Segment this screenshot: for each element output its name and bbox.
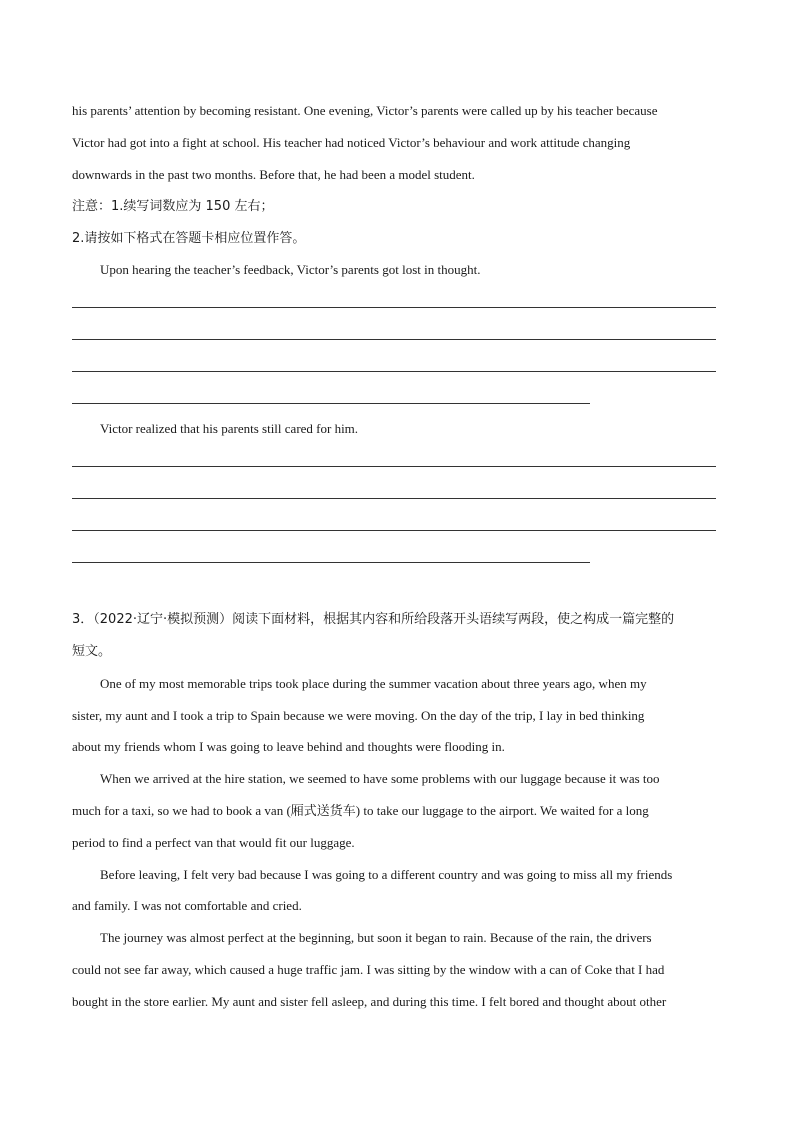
answer-line [72, 371, 716, 372]
paragraph-prompt-2: Victor realized that his parents still cared for him. [100, 421, 359, 436]
passage-p3-line-1: Before leaving, I felt very bad because I was going to a different country and was going to miss all my friends [100, 867, 673, 882]
intro-line-1: his parents’ attention by becoming resistant. One evening, Victor’s parents were called up by his teacher because [72, 103, 658, 118]
passage-p1-line-1: One of my most memorable trips took place during the summer vacation about three years ago, when my [100, 676, 647, 691]
answer-line [72, 466, 716, 467]
passage-p2-line-2: much for a taxi, so we had to book a van (厢式送货车) to take our luggage to the airport. We waited for a long [72, 803, 649, 818]
answer-line [72, 339, 716, 340]
answer-line [72, 562, 590, 563]
passage-p4-line-2: could not see far away, which caused a huge traffic jam. I was sitting by the window with a can of Coke that I had [72, 962, 665, 977]
answer-line [72, 307, 716, 308]
passage-p1-line-3: about my friends whom I was going to leave behind and thoughts were flooding in. [72, 739, 505, 754]
answer-line [72, 498, 716, 499]
passage-p2-line-1: When we arrived at the hire station, we seemed to have some problems with our luggage because it was too [100, 771, 660, 786]
answer-line [72, 530, 716, 531]
note-format: 2.请按如下格式在答题卡相应位置作答。 [72, 231, 306, 246]
passage-p2-line-3: period to find a perfect van that would fit our luggage. [72, 835, 355, 850]
paragraph-prompt-1: Upon hearing the teacher’s feedback, Victor’s parents got lost in thought. [100, 262, 481, 277]
passage-p4-line-1: The journey was almost perfect at the beginning, but soon it began to rain. Because of the rain, the drivers [100, 930, 652, 945]
note-word-count: 注意：1.续写词数应为 150 左右； [72, 199, 274, 214]
question-3-header: 3．（2022·辽宁·模拟预测）阅读下面材料，根据其内容和所给段落开头语续写两段，使之构成一篇完整的 [72, 612, 675, 627]
intro-line-3: downwards in the past two months. Before that, he had been a model student. [72, 167, 475, 182]
question-3-header-cont: 短文。 [72, 644, 112, 659]
passage-p1-line-2: sister, my aunt and I took a trip to Spain because we were moving. On the day of the trip, I lay in bed thinking [72, 708, 645, 723]
passage-p4-line-3: bought in the store earlier. My aunt and sister fell asleep, and during this time. I felt bored and thought about other [72, 994, 667, 1009]
intro-line-2: Victor had got into a fight at school. His teacher had noticed Victor’s behaviour and work attitude changing [72, 135, 631, 150]
passage-p3-line-2: and family. I was not comfortable and cried. [72, 898, 302, 913]
answer-line [72, 403, 590, 404]
